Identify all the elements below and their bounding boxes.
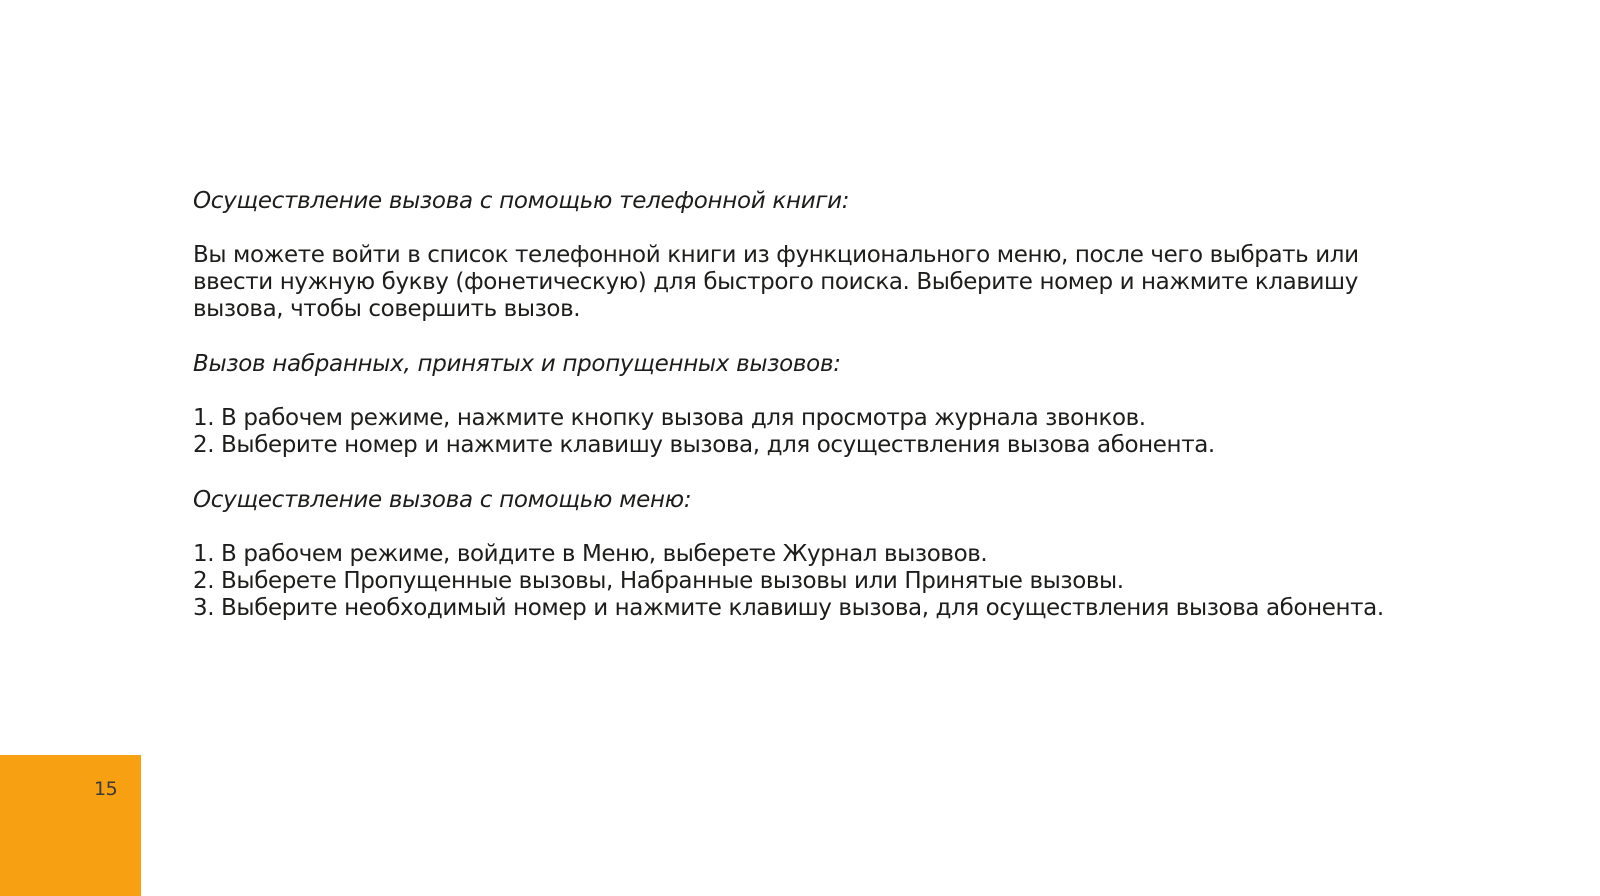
spacer [193,215,1433,242]
menu-call-steps [193,541,1433,622]
document-body [193,187,1433,622]
spacer [193,323,1433,350]
section-heading-phonebook-call: Осуществление вызова с помощью телефонной книги: [193,188,850,214]
page-number-badge [0,755,141,896]
page-number: 15 [94,778,118,800]
list-item: 1. В рабочем режиме, нажмите кнопку вызова для просмотра журнала звонков. [193,405,1146,431]
list-item: 2. Выберите номер и нажмите клавишу вызова, для осуществления вызова абонента. [193,432,1215,458]
section-heading-call-log: Вызов набранных, принятых и пропущенных вызовов: [193,351,841,377]
spacer [193,514,1433,541]
section-heading-menu-call: Осуществление вызова с помощью меню: [193,487,692,513]
list-item: 2. Выберете Пропущенные вызовы, Набранные вызовы или Принятые вызовы. [193,568,1124,594]
list-item: 1. В рабочем режиме, войдите в Меню, выберете Журнал вызовов. [193,541,988,567]
spacer [193,459,1433,486]
list-item: 3. Выберите необходимый номер и нажмите клавишу вызова, для осуществления вызова абонента. [193,595,1384,621]
call-log-steps [193,405,1433,459]
phonebook-call-paragraph: Вы можете войти в список телефонной книги из функционального меню, после чего выбрать или ввести нужную букву (фонетическую) для быстрого поиска. Выберите номер и нажмите клавишу вызова, чтобы совершить вызов. [193,242,1359,322]
spacer [193,378,1433,405]
